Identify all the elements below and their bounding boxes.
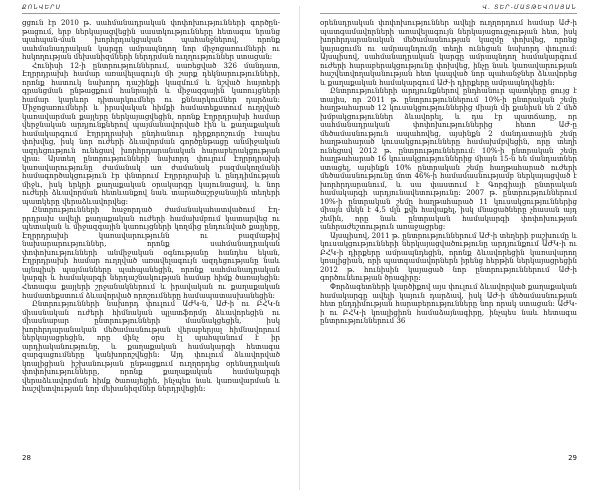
- paragraph: Հունիսի 12-ի ընտրություններում, սառեցված 326 մանդատ, Էղրրդրախի համար առավելագույն մի շարք դեկնարությունների, որոնք հատուկ նախորդ դաշինքի կազմում և նշված հայտերի գրանցման ընթացքում հանրային և միջազգային կառույցների համար կարևոր դիտարկումներ ու քննարկումներ դարձան։ Միջոցառումների և իրավական հիմքի համատեքստում ուղղված կառավարման քայլերը ներկայացվեցին, որոնք Էղրրդրախի համար վերջնական արդյունքներով պայմանավորված էին և քաղաքական համակարգում Էղրրդրախի ընդհանուր դիրքորոշումը էապես փոխվեց, իսկ նոր ուժերի ձևավորման գործընթացը անմիջական ազդեցություն ունեցավ խորհրդարանական հարաբերակցության վրա։ Այստեղ ընտրությունների նախորդ փուլում Էղրրդրախի կառավարությունը ժամանակ առ ժամանակ բազմակողմանի համագործակցություն էր փնտրում Էղրրդրախի և ընդդիմության միջև, իսկ երկրի քաղաքական օրակարգը կայունացավ, և նոր ուժերի ձևավորման հետևանքով նաև տարածաշրջանային տեղերի պատկերը վերաձևավորվեց։: [22, 60, 280, 206]
- paragraph: Այսպիսով, 2011 թ. ընտրություններում ԱԺ-ի տեղերի բաշխումը և կուսակցությունների ներկայացվածությունը արդյունքում ԱԺԿ-ի ու ԲՀԿ-ի դիրքերը ամրապնդեցին, որոնք ձևավորեցին կառավարող կոալիցիան, որի պատգամավորներն իրենց հերթին ներկայացրեցին 2012 թ. հունիսին կայացած նոր ընտրություններում ԱԺ-ի գործունեության ծրագիրը։: [320, 230, 577, 283]
- paragraph: Ընտրությունների հաջորդած ժամանակահատվածում Էղ-րրդրախ ավելի քաղաքական ուժերի համախմբում կատարվեց ու պետական և միջազգային կառույցների կողմից ընդունված քայլերը, Էղրրդրախի կառավարությունն ու բազմաթիվ նախարարություններ, որոնք սահմանադրական փոփոխությունների անմիջական օգնությանը հանդես եկան, Էղրրդրախի համար ուղղված առավելագույն ազդեցությանը նաև այնպիսի պայմանները պահպանեցին, որոնք սահմանադրական կարգի և համակարգի ներդաշնակության համար հիմք ծառայեցին։ Հետագա քայլերի շրջանակներում և իրավական ու քաղաքական համատեքստում ձևավորված որոշումները համապատասխանեցին։: [22, 205, 280, 300]
- running-header: ՔՈՆՎԵՐՍ: [22, 4, 62, 11]
- paragraph: օրենսդրական փոփոխություններ ավելի ուղղորդում համար ԱԺ-ի պատգամավորների առավելագույն ներկայացուցչության հետ, իսկ խորհրդարանական մեծամասնության կազմը փոխվեց, որոնց կայացումն ու ամրապնդումը տեղի ունեցան նախորդ փուլում։ Այսպիսով, սահմանադրական կարգը ամրապնդող համակարգում ուժերի հարաբերակցությունը փոխվեց, ինչը նաև կառավարության հաշվետվողականության հետ կապված նոր պահանջներ ձևավորեց և քաղաքական համակարգում ԱԺ-ի դիրքերը ամրապնդվեցին։: [320, 19, 577, 87]
- header-rule: [22, 13, 280, 14]
- header-rule: [320, 13, 577, 14]
- left-page-body: [22, 19, 280, 443]
- paragraph: Ընտրությունների արդյունքներով ընդհանուր պատկերը ցույց է տալիս, որ 2011 թ. ընտրություններում 10%-ի ընտրական շեմը հաղթահարած 12 կուսակցություններից միայն մի քանիսն են 2 մեծ խմբակցություններ ձևավորել, և դա էր պատճառը, որ սահմանադրական փոփոխություններից հետո ԱԺ-ը մեծամասնություն ապահովեց, այսինքն 2 մանդատային շեմը հաղթահարած կուսակցությունները համախմբվեցին, որը տեղի ունեցավ 2012 թ. ընտրություններում։ 10%-ի ընտրական շեմը հաղթահարած 16 կուսակցություններից միայն 15-ն են մանդատներ ստացել, այսինքն 10% ընտրական շեմը հաղթահարած ուժերի մեծամասնությունը մոտ 46%-ի համամասնությամբ ներկայացված է խորհրդարանում, և սա փաստում է Գորգիայի ընտրական համակարգի արդյունավետությունը։ 2007 թ. ընտրություններում 10%-ի ընտրական շեմը հաղթահարած 11 կուսակցություններից միայն մեկն է 4,5 մլն քվե հավաքել, իսկ մնացածները չհասան այդ շեմին, որը նաև ընտրական համակարգի փոփոխության անհրաժեշտություն առաջացրեց։: [320, 86, 577, 232]
- page-number: 29: [568, 454, 577, 462]
- running-header: Վ. ՏԵՐ-ՄԱՏԹԵՎՈՍՅԱՆ: [482, 4, 577, 11]
- paragraph: ցցուն էր 2010 թ. սահմանադրական փոփոխությունների գործըն-թացում, երբ ներկայացվեցին սաստկությունները հետագա նրանց պահպան-ման խորհրդակցական պահանջներով, որոնք սահմանադրական կարգը ամրապնդող նոր միջոցառումների ու հսկողության մեխանիզմների ներդրման ուղղություններ ստացան։: [22, 19, 280, 62]
- right-page: [300, 0, 600, 496]
- page-number: 28: [22, 454, 31, 462]
- paragraph: Փորձագետների կարծիքով այս փուլում ձևավորված քաղաքական համակարգը ավելի կայուն դարձավ, իսկ ԱԺ-ի մեծամասնության հետ ընդդիմության հարաբերությունները նոր որակ ստացան։ ԱԺԿ-ի ու ԲՀԿ-ի կոալիցիոն համաձայնագիրը, ինչպես նաև հետագա ընտրություններում 36: [320, 281, 577, 326]
- paragraph: Ընտրությունների նախորդ փուլում ԱԺԿ-ն, ԱԺ-ի ու ԲՀԿ-ն միասնական ուժերի հիմնական պլատֆորմը ձևավորեցին ու միասնաբար ընտրությունների մասնակցեցին, իսկ խորհրդարանական մեծամասնության վերաբերյալ հիմնավորում ներկայացրեցին, որը մինչ օրս էլ պահպանում է իր արդիականությունը, և քաղաքական համակարգի հետագա զարգացումները կանխորոշվեցին։ Այդ փուլում ձևավորված կոալիցիան իշխանության ընթացքում ուղղորդեց օրենսդրական փոփոխությունները, որոնք քաղաքական համակարգի վերաձևավորման հիմք ծառայեցին, ինչպես նաև կառավարման և հաշվետվության նոր մեխանիզմներ ներդրվեցին։: [22, 299, 280, 394]
- right-page-body: [320, 19, 577, 443]
